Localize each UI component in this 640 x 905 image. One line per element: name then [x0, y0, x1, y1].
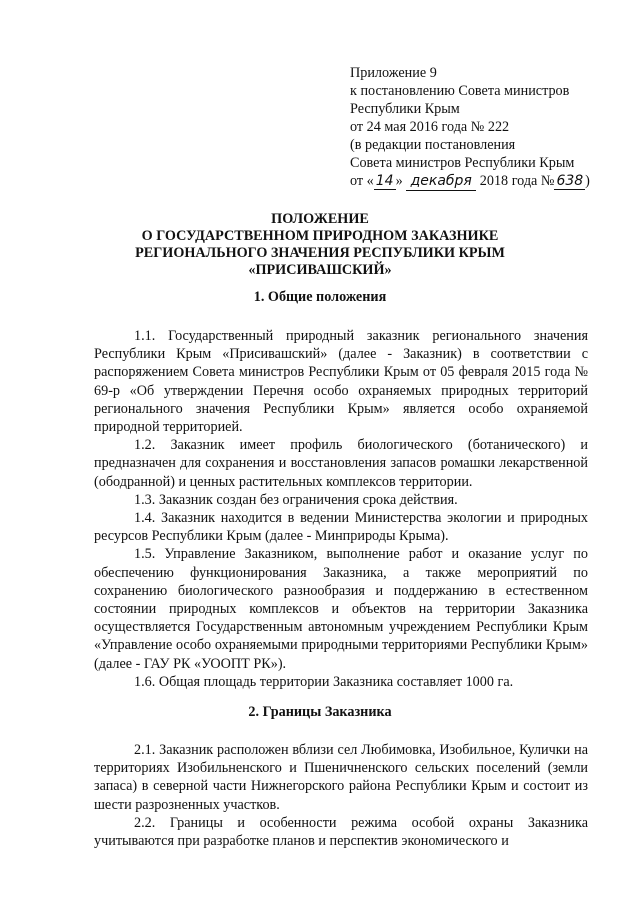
- title-line: О ГОСУДАРСТВЕННОМ ПРИРОДНОМ ЗАКАЗНИКЕ: [141, 228, 499, 244]
- paragraph-1-6: 1.6. Общая площадь территории Заказника составляет 1000 га.: [134, 673, 514, 690]
- appendix-line: (в редакции постановления: [350, 137, 516, 153]
- appendix-block: [350, 64, 620, 191]
- title-line: РЕГИОНАЛЬНОГО ЗНАЧЕНИЯ РЕСПУБЛИКИ КРЫМ: [135, 245, 505, 261]
- date-year: 2018 года №: [479, 173, 555, 189]
- section2-body: [94, 741, 588, 850]
- handwritten-number: 638: [556, 173, 584, 189]
- paragraph-1-1: 1.1. Государственный природный заказник регионального значения Республики Крым «Присивашский» (далее - Заказник) в соответствии с распоряжением Совета министров Республики Крым от 05 февраля 2015 года № 69-р «Об утверждении Перечня особо охраняемых природных территорий регионального значения Республики Крым» является особо охраняемой природной территорией.: [94, 328, 588, 436]
- paragraph-1-4: 1.4. Заказник находится в ведении Министерства экологии и природных ресурсов Республики Крым (далее - Минприроды Крыма).: [94, 510, 588, 545]
- section2-heading: 2. Границы Заказника: [248, 704, 392, 720]
- appendix-line: Приложение 9: [350, 65, 437, 81]
- paragraph-1-3: 1.3. Заказник создан без ограничения срока действия.: [134, 491, 458, 508]
- appendix-line: от 24 мая 2016 года № 222: [350, 119, 510, 135]
- document-title: [0, 211, 640, 279]
- paragraph-1-2: 1.2. Заказник имеет профиль биологического (ботанического) и предназначен для сохранения и восстановления запасов ромашки лекарственной (ободранной) и ценных растительных комплексов территории.: [94, 437, 588, 490]
- handwritten-month: декабря: [406, 172, 476, 191]
- section1-body: [94, 327, 588, 691]
- appendix-line: Совета министров Республики Крым: [350, 155, 575, 171]
- appendix-line: Республики Крым: [350, 101, 460, 117]
- title-line: «ПРИСИВАШСКИЙ»: [248, 262, 392, 278]
- date-quote: »: [395, 173, 403, 189]
- section1-heading: 1. Общие положения: [253, 289, 387, 305]
- title-line: ПОЛОЖЕНИЕ: [271, 211, 369, 227]
- date-prefix: от «: [350, 173, 374, 189]
- paragraph-2-2: 2.2. Границы и особенности режима особой охраны Заказника учитываются при разработке планов и перспектив экономического и: [94, 814, 588, 850]
- appendix-line: к постановлению Совета министров: [350, 83, 570, 99]
- paragraph-1-5: 1.5. Управление Заказником, выполнение работ и оказание услуг по обеспечению функционирования Заказника, а также мероприятий по сохранению биологического разнообразия и поддержанию в естественном состоянии природных комплексов и объектов на территории Заказника осуществляется Государственным автономным учреждением Республики Крым «Управление особо охраняемыми природными территориями Республики Крым» (далее - ГАУ РК «УООПТ РК»).: [94, 546, 588, 672]
- paragraph-2-1: 2.1. Заказник расположен вблизи сел Любимовка, Изобильное, Кулички на территориях Изобильненского и Пшеничненского сельских поселений (земли запаса) в северной части Нижнегорского района Республики Крым и состоит из шести разрозненных участков.: [94, 742, 588, 813]
- date-close: ): [585, 173, 590, 189]
- handwritten-day: 14: [375, 173, 394, 189]
- amendment-date-line: [350, 172, 620, 191]
